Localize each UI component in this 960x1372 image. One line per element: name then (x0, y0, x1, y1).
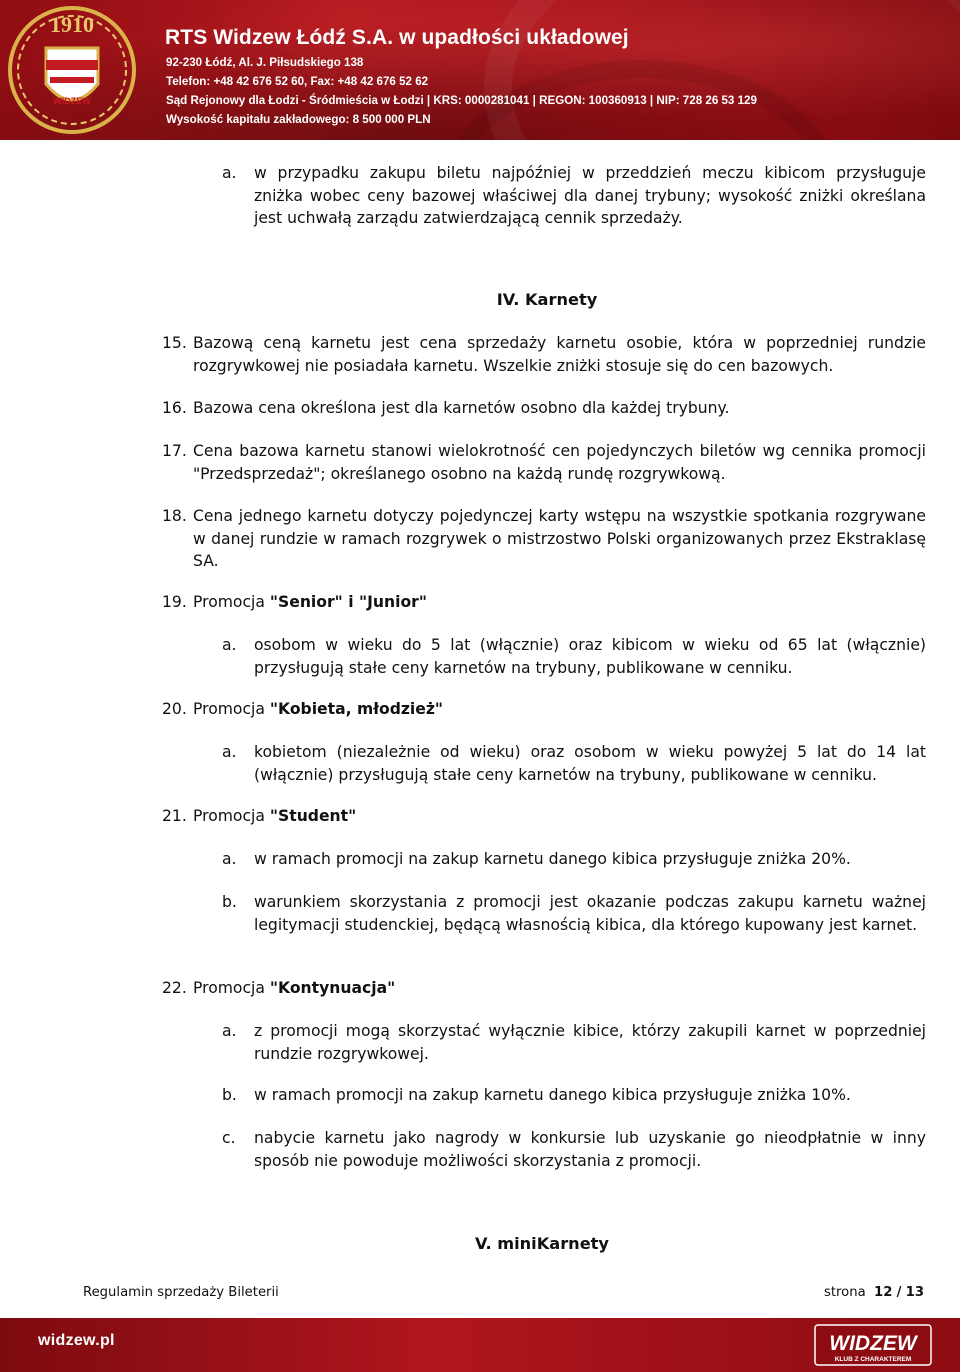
promo-heading (193, 977, 926, 1000)
club-crest-icon (6, 4, 138, 136)
company-phone: Telefon: +48 42 676 52 60, Fax: +48 42 676 52 62 (166, 75, 429, 88)
logo-main-text: WIDZEW (829, 1332, 917, 1355)
item-text: kobietom (niezależnie od wieku) oraz osobom w wieku powyżej 5 lat do 14 lat (włącznie) przysługują stałe ceny karnetów na trybuny, publikowane w cenniku. (254, 743, 926, 784)
item-number: 16. (162, 399, 187, 417)
item-number: 17. (162, 442, 187, 460)
item-number: 22. (162, 979, 187, 997)
company-address: 92-230 Łódź, Al. J. Piłsudskiego 138 (166, 56, 364, 69)
item-marker: b. (222, 893, 237, 911)
item-marker: a. (222, 164, 237, 182)
letterhead-banner (0, 0, 960, 140)
promo-name: "Senior" i "Junior" (269, 593, 428, 611)
promo-prefix: Promocja (193, 807, 270, 825)
item-text: w ramach promocji na zakup karnetu danego kibica przysługuje zniżka 20%. (254, 850, 851, 868)
item-marker: a. (222, 850, 237, 868)
item-text: nabycie karnetu jako nagrody w konkursie lub uzyskanie go nieodpłatnie w inny sposób nie powoduje możliwości skorzystania z promocji. (254, 1129, 926, 1170)
item-text: w przypadku zakupu biletu najpóźniej w przeddzień meczu kibicom przysługuje zniżka wobec ceny bazowej właściwej dla danej trybuny; wysokość zniżki określana jest uchwałą zarządu zatwierdzającą cennik sprzedaży. (254, 164, 926, 227)
item-text: osobom w wieku do 5 lat (włącznie) oraz kibicom w wieku od 65 lat (włącznie) przysługują stałe ceny karnetów na trybuny, publikowane w cenniku. (254, 636, 926, 677)
item-number: 15. (162, 334, 187, 352)
promo-prefix: Promocja (193, 593, 270, 611)
promo-name: "Kobieta, młodzież" (269, 700, 444, 718)
page-separator: / (896, 1285, 902, 1300)
page-current: 12 (874, 1285, 893, 1300)
promo-name: "Student" (269, 807, 357, 825)
item-number: 18. (162, 507, 187, 525)
item-text: warunkiem skorzystania z promocji jest okazanie podczas zakupu karnetu ważnej legitymacji studenckiej, będącą własnością kibica, dla którego kupowany jest karnet. (254, 893, 926, 934)
item-number: 21. (162, 807, 187, 825)
logo-sub-text: KLUB Z CHARAKTEREM (834, 1356, 912, 1363)
crest-band: WIDZEW (53, 96, 91, 106)
item-marker: c. (222, 1129, 236, 1147)
item-text: Cena bazowa karnetu stanowi wielokrotność cen pojedynczych biletów wg cennika promocji "Przedsprzedaż"; określanego osobno na każdą rundę rozgrywkową. (193, 442, 926, 483)
item-text: Cena jednego karnetu dotyczy pojedynczej karty wstępu na wszystkie spotkania rozgrywane w danej rundzie w ramach rozgrywek o mistrzostwo Polski organizowanych przez Ekstraklasę SA. (193, 507, 926, 570)
promo-heading (193, 698, 926, 721)
page-label: strona (823, 1285, 866, 1300)
section-heading: IV. Karnety (496, 290, 598, 309)
item-marker: a. (222, 1022, 237, 1040)
company-name: RTS Widzew Łódź S.A. w upadłości układowej (165, 26, 629, 49)
page-total: 13 (905, 1285, 924, 1300)
item-text: Bazowa cena określona jest dla karnetów osobno dla każdej trybuny. (193, 399, 730, 417)
item-number: 20. (162, 700, 187, 718)
item-marker: a. (222, 636, 237, 654)
section-heading: V. miniKarnety (475, 1234, 609, 1253)
item-text: z promocji mogą skorzystać wyłącznie kibice, którzy zakupili karnet w poprzedniej rundzie rozgrywkowej. (254, 1022, 926, 1063)
website-link[interactable]: widzew.pl (38, 1332, 115, 1349)
footer-document-title: Regulamin sprzedaży Bileterii (83, 1285, 279, 1300)
crest-year: 1910 (50, 12, 94, 37)
item-marker: b. (222, 1086, 237, 1104)
item-text: w ramach promocji na zakup karnetu danego kibica przysługuje zniżka 10%. (254, 1086, 851, 1104)
widzew-logo-icon (814, 1324, 932, 1366)
item-marker: a. (222, 743, 237, 761)
company-registry: Sąd Rejonowy dla Łodzi - Śródmieścia w Łodzi | KRS: 0000281041 | REGON: 100360913 | NIP: 728 26 53 129 (166, 94, 757, 107)
footer-page-number (824, 1285, 924, 1300)
item-number: 19. (162, 593, 187, 611)
footer-banner (0, 1318, 960, 1372)
company-capital: Wysokość kapitału zakładowego: 8 500 000 PLN (166, 113, 431, 126)
promo-prefix: Promocja (193, 700, 270, 718)
item-text: Bazową ceną karnetu jest cena sprzedaży karnetu osobie, która w poprzedniej rundzie rozgrywkowej nie posiadała karnetu. Wszelkie zniżki stosuje się do cen bazowych. (193, 334, 926, 375)
promo-heading (193, 805, 926, 828)
promo-prefix: Promocja (193, 979, 270, 997)
promo-heading (193, 591, 926, 614)
promo-name: "Kontynuacja" (269, 979, 396, 997)
